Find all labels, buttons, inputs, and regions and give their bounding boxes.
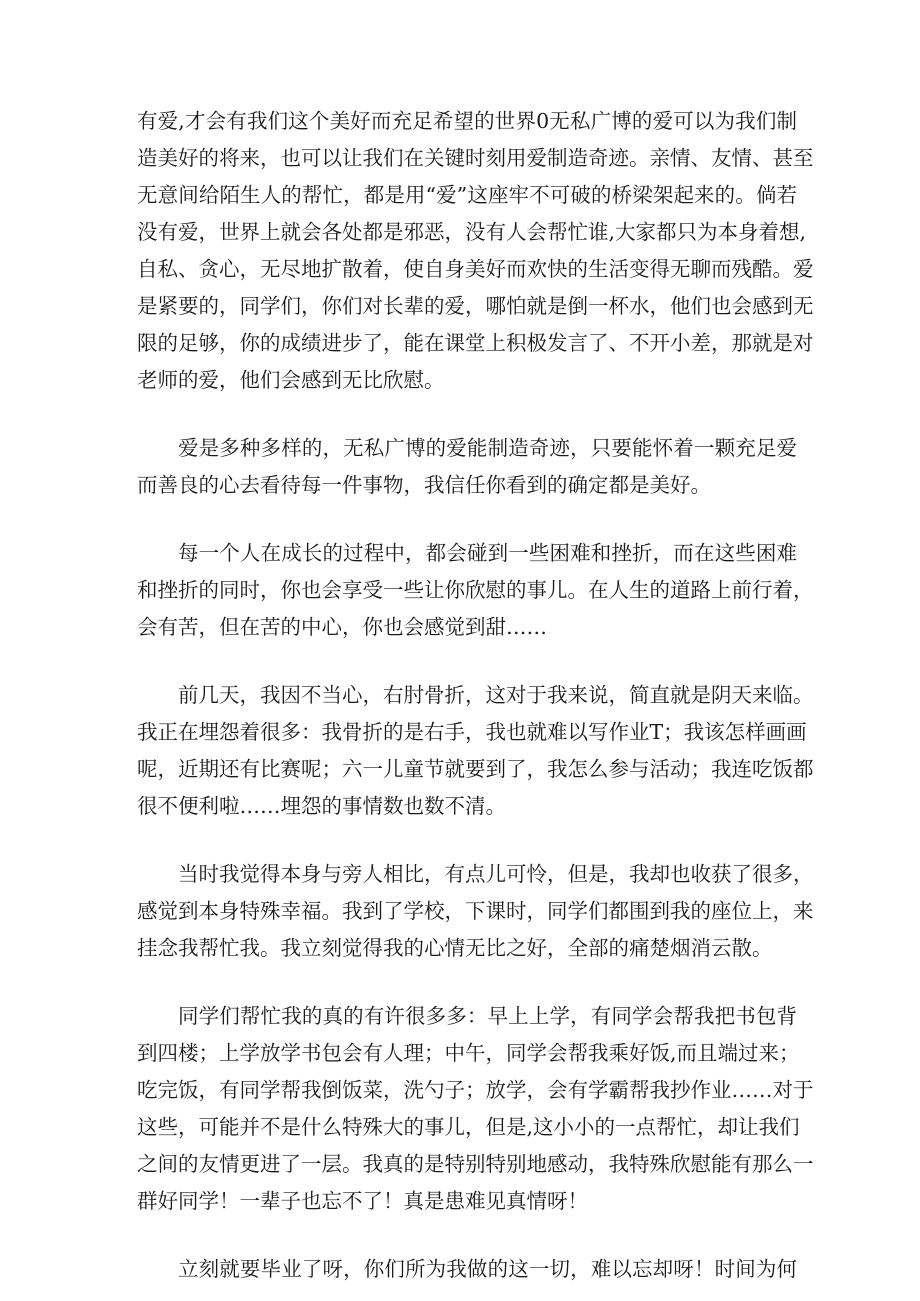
paragraph-2 — [137, 430, 797, 504]
paragraph-6 — [137, 998, 814, 1220]
text-line: 会有苦，但在苦的中心，你也会感觉到甜…… — [137, 615, 547, 639]
text-line: 前几天，我因不当心，右肘骨折，这对于我来说，简直就是阴天来临。 — [178, 683, 814, 707]
text-line: 群好同学！一辈子也忘不了！真是患难见真情呀！ — [137, 1189, 588, 1213]
text-line: 每一个人在成长的过程中，都会碰到一些困难和挫折，而在这些困难 — [178, 541, 797, 565]
paragraph-1 — [137, 103, 814, 399]
text-line: 当时我觉得本身与旁人相比，有点儿可怜，但是，我却也收获了很多， — [178, 862, 814, 886]
text-line: 这些，可能并不是什么特殊大的事儿，但是,这小小的一点帮忙，却让我们 — [137, 1115, 800, 1139]
text-line: 立刻就要毕业了呀，你们所为我做的这一切，难以忘却呀！时间为何 — [178, 1257, 797, 1281]
text-line: 到四楼；上学放学书包会有人理；中午，同学会帮我乘好饭,而且端过来； — [137, 1041, 800, 1065]
text-line: 爱是多种多样的，无私广博的爱能制造奇迹，只要能怀着一颗充足爱 — [178, 436, 797, 460]
text-line: 和挫折的同时，你也会享受一些让你欣慰的事儿。在人生的道路上前行着， — [137, 578, 814, 602]
text-line: 造美好的将来，也可以让我们在关键时刻用爱制造奇迹。亲情、友情、甚至 — [137, 146, 814, 170]
text-line: 同学们帮忙我的真的有许很多多：早上上学，有同学会帮我把书包背 — [178, 1004, 797, 1028]
text-line: 之间的友情更进了一层。我真的是特别特别地感动，我特殊欣慰能有那么一 — [137, 1152, 814, 1176]
text-line: 感觉到本身特殊幸福。我到了学校，下课时，同学们都围到我的座位上，来 — [137, 899, 814, 923]
paragraph-4 — [137, 677, 814, 825]
text-line: 无意间给陌生人的帮忙，都是用“爱”这座牢不可破的桥梁架起来的。倘若 — [137, 183, 797, 207]
text-line: 有爱,才会有我们这个美好而充足希望的世界0无私广博的爱可以为我们制 — [137, 109, 797, 133]
article-body — [137, 103, 814, 1288]
text-line: 限的足够，你的成绩进步了，能在课堂上积极发言了、不开小差，那就是对 — [137, 331, 814, 355]
text-line: 没有爱，世界上就会各处都是邪恶，没有人会帮忙谁,大家都只为本身着想, — [137, 220, 807, 244]
text-line: 而善良的心去看待每一件事物，我信任你看到的确定都是美好。 — [137, 473, 711, 497]
paragraph-7 — [137, 1251, 797, 1288]
text-line: 自私、贪心，无尽地扩散着，使自身美好而欢快的生活变得无聊而残酷。爱 — [137, 257, 814, 281]
text-line: 老师的爱，他们会感到无比欣慰。 — [137, 368, 445, 392]
text-line: 很不便利啦……埋怨的事情数也数不清。 — [137, 794, 506, 818]
text-line: 吃完饭，有同学帮我倒饭菜，洗勺子；放学，会有学霸帮我抄作业……对于 — [137, 1078, 814, 1102]
paragraph-3 — [137, 535, 814, 646]
paragraph-5 — [137, 856, 814, 967]
text-line: 我正在埋怨着很多：我骨折的是右手，我也就难以写作业T；我该怎样画画 — [137, 720, 807, 744]
text-line: 是紧要的，同学们，你们对长辈的爱，哪怕就是倒一杯水，他们也会感到无 — [137, 294, 814, 318]
text-line: 呢，近期还有比赛呢；六一儿童节就要到了，我怎么参与活动；我连吃饭都 — [137, 757, 814, 781]
text-line: 挂念我帮忙我。我立刻觉得我的心情无比之好，全部的痛楚烟消云散。 — [137, 936, 773, 960]
